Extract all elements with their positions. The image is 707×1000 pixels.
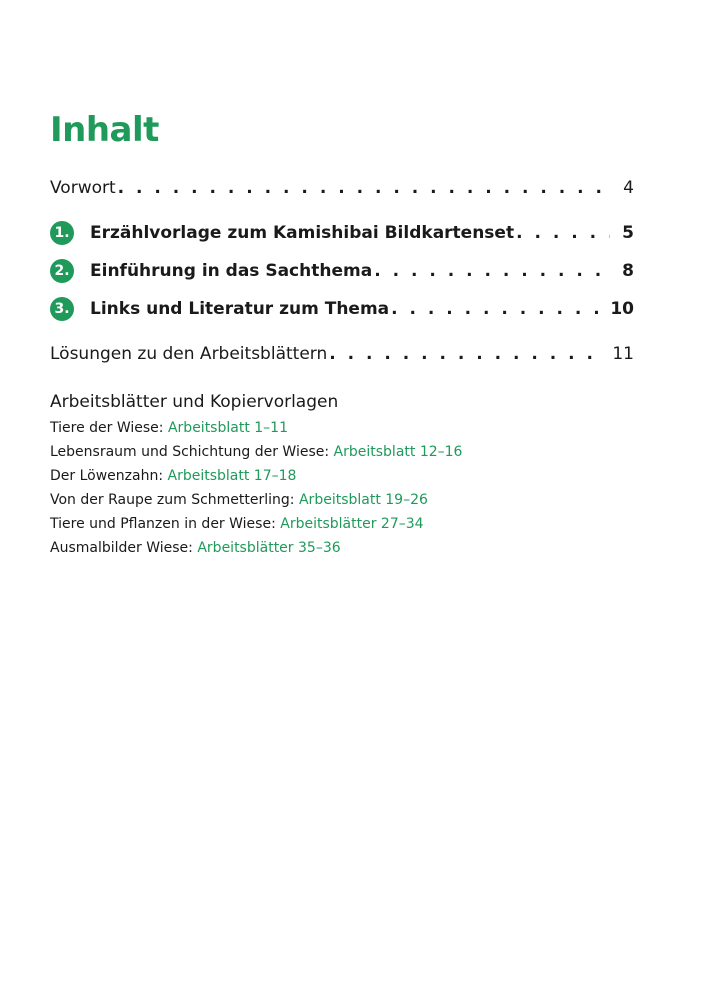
worksheet-range: Arbeitsblatt 12–16 (333, 444, 463, 460)
toc-entry-label: Lösungen zu den Arbeitsblättern (50, 344, 328, 364)
toc-page-number: 10 (610, 299, 634, 319)
toc-entry-chapter-2[interactable] (50, 252, 634, 290)
toc-entry-chapter-3[interactable] (50, 290, 634, 328)
toc-entry-label: Links und Literatur zum Thema (90, 299, 390, 319)
worksheet-topic: Der Löwenzahn: (50, 468, 164, 484)
chapter-number-badge: 3. (50, 297, 74, 321)
worksheet-entry[interactable] (50, 536, 634, 560)
worksheet-range: Arbeitsblätter 35–36 (197, 540, 341, 556)
worksheet-range: Arbeitsblätter 27–34 (280, 516, 424, 532)
dot-leader (118, 178, 610, 198)
toc-page-number: 5 (622, 223, 634, 243)
spacer (50, 368, 634, 390)
worksheet-range: Arbeitsblatt 19–26 (298, 492, 428, 508)
dot-leader (374, 261, 610, 281)
worksheet-entry[interactable] (50, 512, 634, 536)
dot-leader (391, 299, 604, 319)
chapter-number-badge: 2. (50, 259, 74, 283)
spacer (50, 328, 634, 340)
worksheet-entry[interactable] (50, 488, 634, 512)
table-of-contents-page (50, 108, 634, 560)
worksheet-topic: Von der Raupe zum Schmetterling: (50, 492, 295, 508)
toc-entry-solutions[interactable] (50, 340, 634, 368)
toc-page-number: 11 (612, 344, 634, 364)
worksheets-heading: Arbeitsblätter und Kopiervorlagen (50, 392, 339, 412)
toc-entry-label: Vorwort (50, 178, 116, 198)
worksheet-entry[interactable] (50, 440, 634, 464)
toc-entry-label: Erzählvorlage zum Kamishibai Bildkartenset (90, 223, 515, 243)
worksheet-range: Arbeitsblatt 1–11 (167, 420, 288, 436)
dot-leader (329, 344, 606, 364)
worksheet-topic: Lebensraum und Schichtung der Wiese: (50, 444, 330, 460)
worksheet-range: Arbeitsblatt 17–18 (167, 468, 297, 484)
toc-entry-chapter-1[interactable] (50, 214, 634, 252)
toc-page-number: 8 (622, 261, 634, 281)
worksheet-entry[interactable] (50, 416, 634, 440)
chapter-number-badge: 1. (50, 221, 74, 245)
dot-leader (516, 223, 610, 243)
worksheet-topic: Tiere und Pflanzen in der Wiese: (50, 516, 276, 532)
worksheet-topic: Ausmalbilder Wiese: (50, 540, 193, 556)
spacer (50, 202, 634, 214)
worksheet-topic: Tiere der Wiese: (50, 420, 164, 436)
worksheet-entry[interactable] (50, 464, 634, 488)
page-title: Inhalt (50, 110, 159, 150)
toc-page-number: 4 (623, 178, 634, 198)
toc-entry-foreword[interactable] (50, 174, 634, 202)
toc-entry-label: Einführung in das Sachthema (90, 261, 373, 281)
